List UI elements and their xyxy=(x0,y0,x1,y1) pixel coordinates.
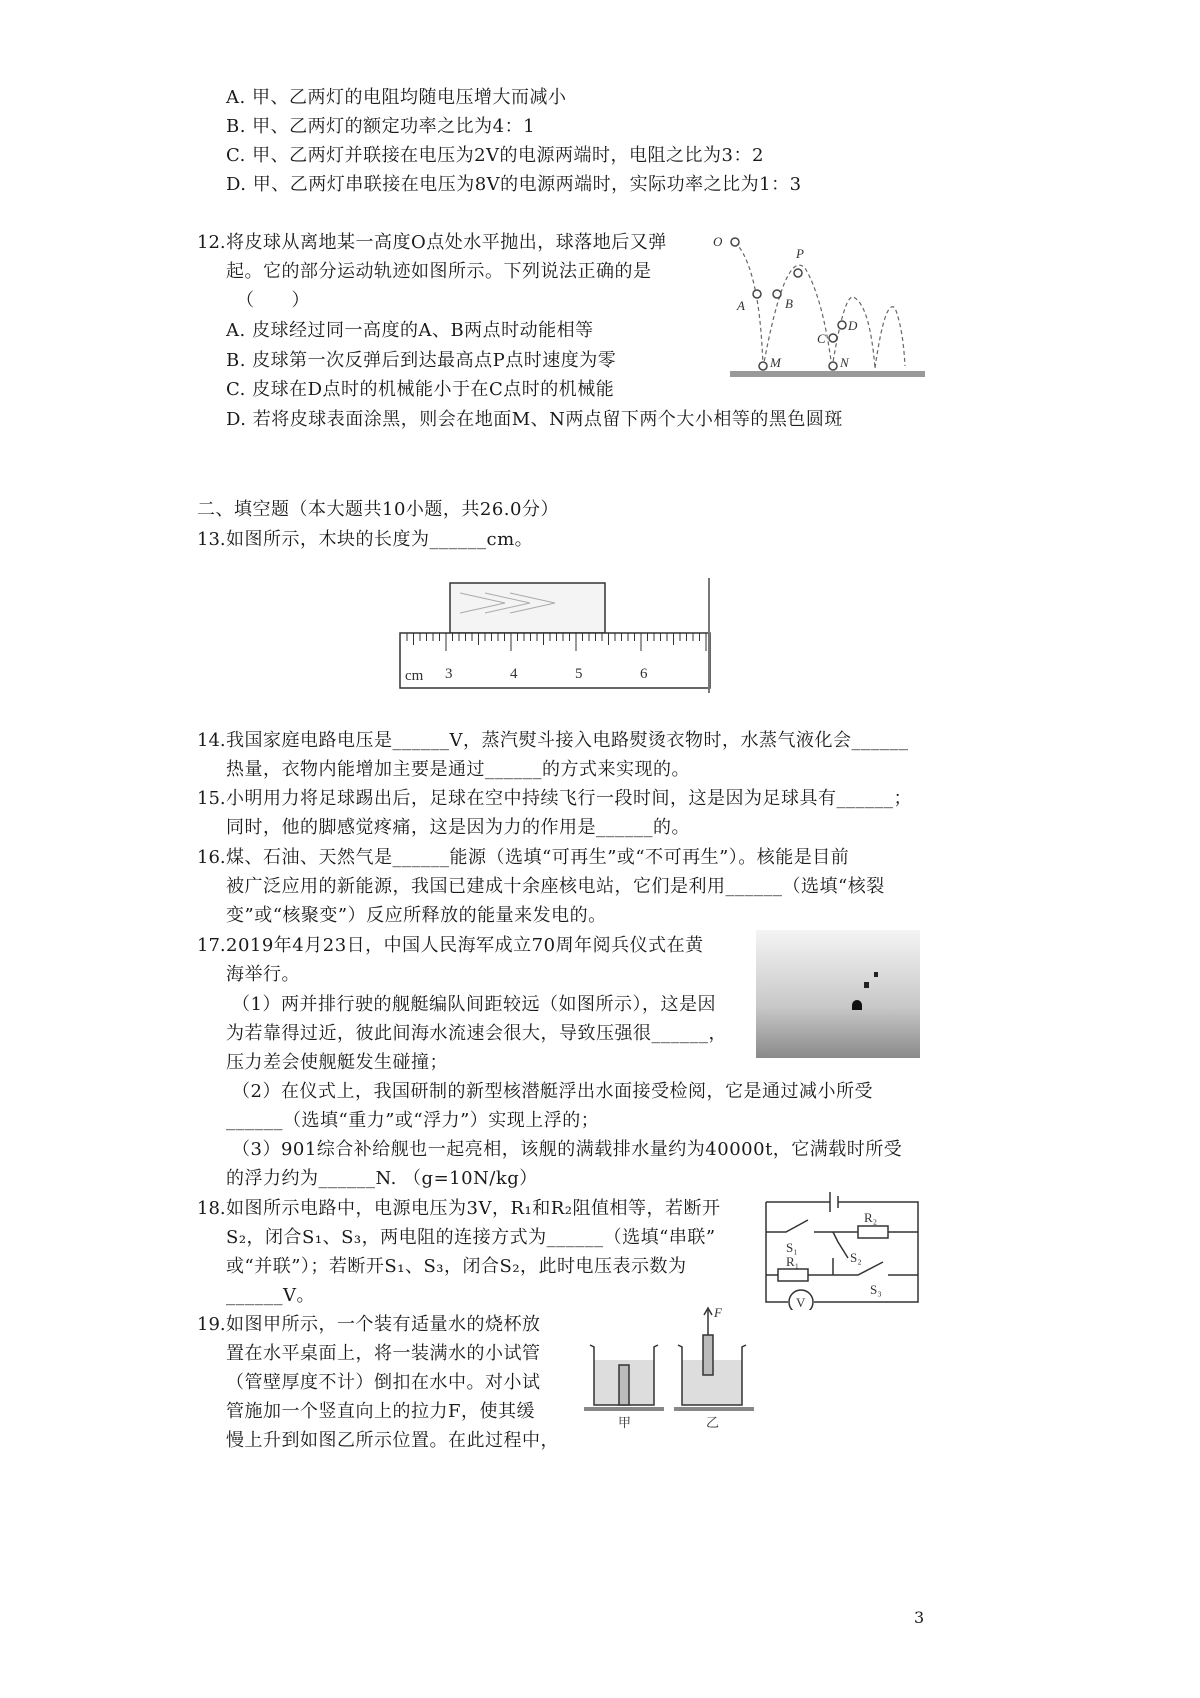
label-s3: S₃ xyxy=(870,1282,882,1297)
page-number: 3 xyxy=(914,1608,925,1627)
answer-option: A. 甲、乙两灯的电阻均随电压增大而减小 xyxy=(226,87,567,108)
question-text: 煤、石油、天然气是______能源（选填“可再生”或“不可再生”）。核能是目前 xyxy=(226,847,850,868)
question-text: 小明用力将足球踢出后，足球在空中持续飞行一段时间，这是因为足球具有______； xyxy=(226,788,912,809)
question-text: ______（选填“重力”或“浮力”）实现上浮的； xyxy=(226,1110,600,1131)
question-text: 如图甲所示，一个装有适量水的烧杯放 xyxy=(226,1314,541,1335)
ruler-label-3: 3 xyxy=(445,666,453,682)
label-a: A xyxy=(737,298,745,313)
question-number: 15. xyxy=(197,788,226,809)
question-text: 被广泛应用的新能源，我国已建成十余座核电站，它们是利用______（选填“核裂 xyxy=(226,876,885,897)
ball-trajectory-figure xyxy=(705,228,930,383)
question-text: 如图所示，木块的长度为______cm。 xyxy=(226,529,534,550)
answer-option: C. 甲、乙两灯并联接在电压为2V的电源两端时，电阻之比为3：2 xyxy=(226,145,764,166)
question-number: 13. xyxy=(197,529,226,550)
question-text: 的浮力约为______N. （g=10N/kg） xyxy=(226,1168,538,1189)
beaker-figure xyxy=(582,1305,762,1435)
wood-block xyxy=(450,583,605,633)
question-text: 管施加一个竖直向上的拉力F，使其缓 xyxy=(226,1401,535,1422)
answer-option: D. 若将皮球表面涂黑，则会在地面M、N两点留下两个大小相等的黑色圆斑 xyxy=(226,409,843,430)
label-f: F xyxy=(714,1305,722,1320)
question-text: 同时，他的脚感觉疼痛，这是因为力的作用是______的。 xyxy=(226,817,690,838)
label-c: C xyxy=(817,331,826,346)
question-number: 16. xyxy=(197,847,226,868)
label-o: O xyxy=(713,234,723,249)
question-text: 慢上升到如图乙所示位置。在此过程中， xyxy=(226,1430,559,1451)
question-text: 热量，衣物内能增加主要是通过______的方式来实现的。 xyxy=(226,759,690,780)
question-number: 18. xyxy=(197,1198,226,1219)
question-text: 为若靠得过近，彼此间海水流速会很大，导致压强很______， xyxy=(226,1023,727,1044)
question-number: 17. xyxy=(197,935,226,956)
label-m: M xyxy=(770,355,781,370)
question-number: 14. xyxy=(197,730,226,751)
ruler-label-5: 5 xyxy=(575,666,583,682)
label-r1: R₁ xyxy=(786,1254,800,1269)
question-text: 2019年4月23日，中国人民海军成立70周年阅兵仪式在黄 xyxy=(226,935,704,956)
question-text: ______V。 xyxy=(226,1285,315,1306)
answer-option: B. 甲、乙两灯的额定功率之比为4：1 xyxy=(226,116,536,137)
question-text: （管壁厚度不计）倒扣在水中。对小试 xyxy=(226,1372,541,1393)
question-text: 或“并联”）；若断开S₁、S₃，闭合S₂，此时电压表示数为 xyxy=(226,1256,687,1277)
label-s2: S₂ xyxy=(850,1250,862,1265)
label-s1: S₁ xyxy=(786,1240,798,1255)
question-text: 如图所示电路中，电源电压为3V，R₁和R₂阻值相等，若断开 xyxy=(226,1198,721,1219)
label-jia: 甲 xyxy=(618,1415,632,1430)
answer-option: D. 甲、乙两灯串联接在电压为8V的电源两端时，实际功率之比为1：3 xyxy=(226,174,802,195)
question-text: （2）在仪式上，我国研制的新型核潜艇浮出水面接受检阅，它是通过减小所受 xyxy=(232,1081,873,1102)
question-text: （3）901综合补给舰也一起亮相，该舰的满载排水量约为40000t，它满载时所受 xyxy=(232,1139,903,1160)
question-text: （1）两并排行驶的舰艇编队间距较远（如图所示），这是因 xyxy=(232,994,716,1015)
question-text: 我国家庭电路电压是______V，蒸汽熨斗接入电路熨烫衣物时，水蒸气液化会______ xyxy=(226,730,909,751)
question-text: 置在水平桌面上，将一装满水的小试管 xyxy=(226,1343,541,1364)
ruler-unit: cm xyxy=(405,668,424,684)
question-number: 12. xyxy=(197,232,226,253)
question-text: 海举行。 xyxy=(226,964,300,985)
ground xyxy=(730,371,925,377)
question-text: 将皮球从离地某一高度O点处水平抛出，球落地后又弹 xyxy=(226,232,667,253)
question-text: S₂，闭合S₁、S₃，两电阻的连接方式为______（选填“串联” xyxy=(226,1227,716,1248)
label-n: N xyxy=(840,355,849,370)
question-text: （ ） xyxy=(236,290,310,311)
ruler-label-4: 4 xyxy=(510,666,518,682)
question-text: 变”或“核聚变”）反应所释放的能量来发电的。 xyxy=(226,905,607,926)
answer-option: A. 皮球经过同一高度的A、B两点时动能相等 xyxy=(226,320,594,341)
voltmeter-label: V xyxy=(796,1295,806,1310)
question-text: 压力差会使舰艇发生碰撞； xyxy=(226,1052,448,1073)
label-r2: R₂ xyxy=(864,1210,878,1225)
section-title: 二、填空题（本大题共10小题，共26.0分） xyxy=(197,499,559,520)
label-yi: 乙 xyxy=(706,1415,720,1430)
label-d: D xyxy=(848,318,858,333)
question-text: 起。它的部分运动轨迹如图所示。下列说法正确的是 xyxy=(226,261,652,282)
circuit-diagram xyxy=(758,1180,928,1310)
answer-option: C. 皮球在D点时的机械能小于在C点时的机械能 xyxy=(226,379,615,400)
answer-option: B. 皮球第一次反弹后到达最高点P点时速度为零 xyxy=(226,350,617,371)
ruler-figure xyxy=(395,578,715,693)
naval-parade-photo xyxy=(756,930,920,1058)
label-b: B xyxy=(785,296,793,311)
label-p: P xyxy=(796,246,804,261)
question-number: 19. xyxy=(197,1314,226,1335)
ruler-label-6: 6 xyxy=(640,666,648,682)
